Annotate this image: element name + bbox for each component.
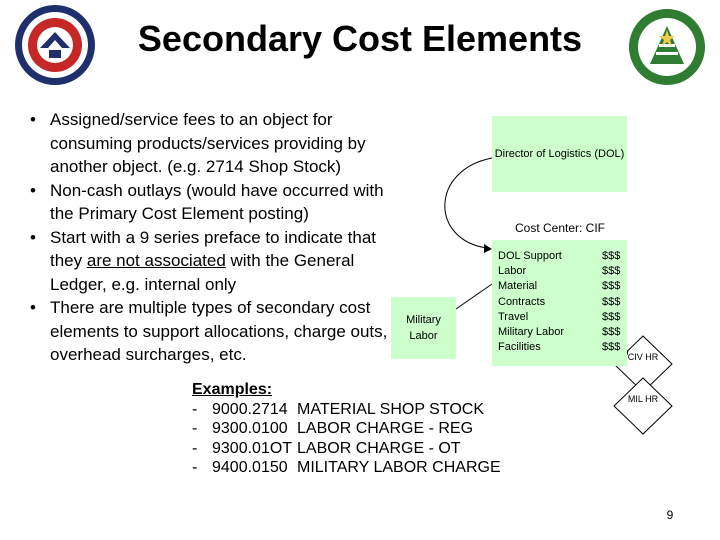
bullet-item (30, 179, 410, 226)
military-labor-connector (456, 284, 492, 309)
cost-center-value: $$$ (602, 341, 621, 354)
bullet-text: with the General Ledger, e.g. internal only (50, 251, 355, 294)
bullet-item (30, 296, 410, 367)
cost-center-item: Material (498, 280, 538, 293)
military-labor-label: Military Labor (406, 314, 441, 342)
slide-title: Secondary Cost Elements (137, 18, 583, 59)
cost-center-item: DOL Support (498, 250, 562, 262)
cost-center-value: $$$ (602, 265, 621, 278)
cost-center-value: $$$ (602, 250, 621, 262)
cost-center-item: Military Labor (498, 326, 565, 339)
dash-icon: - (192, 420, 198, 437)
bullet-item (30, 108, 410, 179)
page-number: 9 (666, 508, 674, 522)
example-row (192, 419, 501, 439)
civ-hr-label: CIV HR (627, 352, 659, 362)
examples-heading: Examples: (192, 381, 273, 398)
mil-hr-label: MIL HR (627, 394, 659, 404)
cost-center-label: Cost Center: CIF (514, 221, 606, 235)
bullet-list (30, 108, 410, 367)
examples-section (192, 380, 501, 478)
cost-center-items (498, 249, 564, 355)
example-code: 9300.01OT (212, 439, 293, 457)
cost-center-value: $$$ (602, 280, 621, 293)
bullet-dot-icon: • (30, 227, 36, 247)
cost-center-item: Labor (498, 265, 527, 278)
example-description: LABOR CHARGE - OT (297, 439, 461, 457)
cost-center-item: Travel (498, 310, 529, 323)
cost-center-values (602, 249, 620, 355)
bullet-dot-icon: • (30, 110, 36, 129)
dash-icon: - (192, 400, 198, 418)
example-description: MILITARY LABOR CHARGE (297, 459, 501, 476)
example-description: MATERIAL SHOP STOCK (297, 400, 485, 418)
examples-list (192, 400, 501, 478)
cost-center-value: $$$ (602, 326, 621, 339)
dol-to-costcenter-arrow (445, 158, 492, 248)
cost-center-item: Facilities (498, 341, 541, 354)
dash-icon: - (192, 459, 198, 476)
dol-box (492, 116, 627, 192)
example-row (192, 400, 501, 420)
example-code: 9300.0100 (212, 420, 288, 437)
example-code: 9400.0150 (212, 459, 288, 476)
bullet-text: Non-cash outlays (would have occurred with the Primary Cost Element posting) (50, 180, 384, 223)
cost-center-value: $$$ (602, 295, 621, 308)
dash-icon: - (192, 439, 198, 457)
example-row (192, 439, 501, 459)
cost-center-value: $$$ (602, 310, 621, 323)
bullet-text: Assigned/service fees to an object for consuming products/services providing by another object. (e.g. 2714 Shop Stock) (50, 110, 366, 176)
bullet-item (30, 226, 410, 297)
dol-box-label: Director of Logistics (DOL) (494, 148, 625, 160)
example-description: LABOR CHARGE - REG (297, 420, 474, 437)
example-row (192, 458, 501, 478)
bullet-dot-icon: • (30, 298, 36, 317)
example-code: 9000.2714 (212, 400, 288, 418)
cost-center-item: Contracts (498, 295, 546, 308)
bullet-dot-icon: • (30, 180, 36, 200)
bullet-text: Start with a 9 series preface to indicate that they (50, 227, 377, 270)
military-labor-box (391, 297, 456, 359)
bullet-text: There are multiple types of secondary cost elements to support allocations, charge outs, overhead surcharges, etc. (50, 298, 388, 364)
bullet-text: are not associated (86, 251, 226, 270)
